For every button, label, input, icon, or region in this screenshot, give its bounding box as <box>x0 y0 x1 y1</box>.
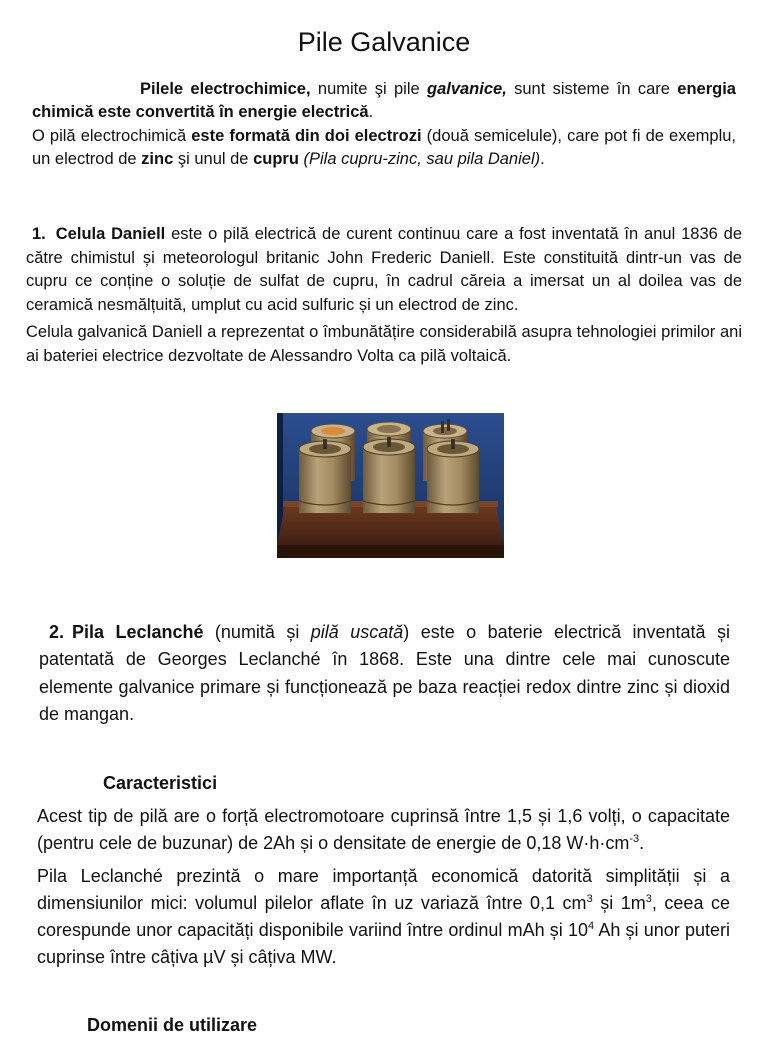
term-pila-uscata: pilă uscată <box>310 622 404 642</box>
caracteristici-heading: Caracteristici <box>103 773 218 793</box>
intro-paragraph-1: Pilele electrochimice, numite şi pile galvanice, sunt sisteme în care energia chimică este convertită în energie electrică. <box>32 80 736 122</box>
section-number: 1. <box>32 225 46 243</box>
term-cupru: cupru <box>253 149 299 168</box>
daniell-cells-photo <box>277 413 504 558</box>
caracteristici-paragraph-1: Acest tip de pilă are o forță electromotoare cuprinsă între 1,5 și 1,6 volți, o capacitate (pentru cele de buzunar) de 2Ah și o densitate de energie de 0,18 $W\cdot h\cdot cm^{-3}$. <box>37 806 730 853</box>
intro-section <box>32 78 736 171</box>
section-number: 2. <box>49 622 65 642</box>
term-energia-chimica: energia chimică este convertită în energie electrică <box>32 80 736 122</box>
term-pila-daniel: (Pila cupru-zinc, sau pila Daniel) <box>303 149 541 168</box>
intro-paragraph-2: O pilă electrochimică este formată din doi electrozi (două semicelule), care pot fi de exemplu, un electrod de zinc şi unul de cupru (Pila cupru-zinc, sau pila Daniel). <box>32 126 737 168</box>
section-daniell-paragraph-1: 1. Celula Daniell este o pilă electrică de curent continuu care a fost inventată în anul 1836 de către chimistul și meteorologul britanic John Frederic Daniell. Este constituită dintr-un vas de cupru ce conține o soluție de sulfat de cupru, în cadrul căreia a imersat un al doilea vas de ceramică nesmălțuită, umplut cu acid sulfuric și un electrod de zinc. <box>26 225 743 314</box>
caracteristici-section <box>37 803 730 977</box>
section-heading: Celula Daniell <box>55 225 166 243</box>
section-leclanche-paragraph: 2. Pila Leclanché (numită și pilă uscată) este o baterie electrică inventată și patentată de Georges Leclanché în 1868. Este una dintre cele mai cunoscute elemente galvanice primare și funcționează pe baza reacției redox dintre zinc și dioxid de mangan. <box>39 622 730 724</box>
page-title: Pile Galvanice <box>297 27 471 57</box>
term-galvanice: galvanice, <box>426 80 507 98</box>
caracteristici-paragraph-2: Pila Leclanché prezintă o mare importanță economică datorită simplității și a dimensiunilor mici: volumul pilelor aflate în uz variază între 0,1 $cm^3$ și $1m^3$, ceea ce corespunde unor capacități disponibile variind între ordinul mAh și $10^4$ Ah și unor puteri cuprinse între câțiva µV și câțiva MW. <box>37 866 731 967</box>
section-heading: Pila Leclanché <box>72 622 204 642</box>
term-zinc: zinc <box>141 149 174 168</box>
term-pilele-electrochimice: Pilele electrochimice, <box>140 80 311 98</box>
section-daniell <box>26 223 742 373</box>
term-doi-electrozi: este formată din doi electrozi <box>191 126 422 145</box>
section-daniell-paragraph-2: Celula galvanică Daniell a reprezentat o îmbunătățire considerabilă asupra tehnologiei primilor ani ai bateriei electrice dezvoltate de Alessandro Volta ca pilă voltaică. <box>26 323 742 365</box>
domenii-heading: Domenii de utilizare <box>87 1015 258 1035</box>
section-leclanche <box>39 619 730 728</box>
